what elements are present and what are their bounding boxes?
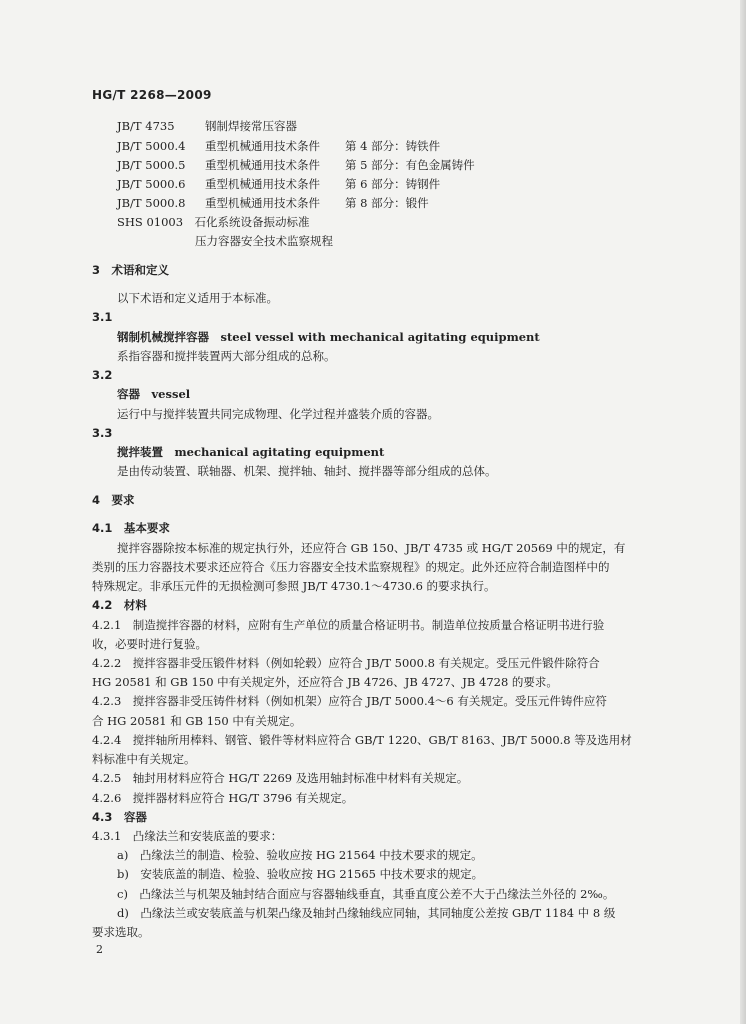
list-item: d) 凸缘法兰或安装底盖与机架凸缘及轴封凸缘轴线应同轴，其同轴度公差按 GB/T 1184 中 8 级	[117, 906, 616, 920]
term-title: 容器 vessel	[117, 387, 191, 401]
paragraph-line: 4.2.4 搅拌轴所用棒料、钢管、锻件等材料应符合 GB/T 1220、GB/T 8163、JB/T 5000.8 等及选用材	[92, 733, 632, 747]
term-definition: 运行中与搅拌装置共同完成物理、化学过程并盛装介质的容器。	[117, 407, 439, 421]
paragraph-line: 4.3.1 凸缘法兰和安装底盖的要求：	[92, 829, 283, 843]
subsection-heading: 4.1 基本要求	[92, 521, 170, 535]
paragraph-line: 4.2.6 搅拌器材料应符合 HG/T 3796 有关规定。	[92, 791, 354, 805]
term-number: 3.2	[92, 368, 113, 382]
term-definition: 是由传动装置、联轴器、机架、搅拌轴、轴封、搅拌器等部分组成的总体。	[117, 464, 497, 478]
subsection-heading: 4.2 材料	[92, 598, 147, 612]
term-definition: 系指容器和搅拌装置两大部分组成的总称。	[117, 349, 336, 363]
paragraph-line: 4.2.5 轴封用材料应符合 HG/T 2269 及选用轴封标准中材料有关规定。	[92, 771, 469, 785]
reference-item: 压力容器安全技术监察规程	[195, 234, 333, 248]
list-item: b) 安装底盖的制造、检验、验收应按 HG 21565 中技术要求的规定。	[117, 867, 484, 881]
list-item: c) 凸缘法兰与机架及轴封结合面应与容器轴线垂直，其垂直度公差不大于凸缘法兰外径的 2‰。	[117, 887, 615, 901]
page-number: 2	[96, 943, 103, 956]
paragraph-line: 类别的压力容器技术要求还应符合《压力容器安全技术监察规程》的规定。此外还应符合制造图样中的	[92, 560, 610, 574]
paragraph-line: 4.2.1 制造搅拌容器的材料，应附有生产单位的质量合格证明书。制造单位按质量合格证明书进行验	[92, 618, 605, 632]
term-title: 钢制机械搅拌容器 steel vessel with mechanical agitating equipment	[117, 330, 540, 344]
term-number: 3.3	[92, 426, 113, 440]
paragraph-line: 合 HG 20581 和 GB 150 中有关规定。	[92, 714, 302, 728]
reference-item: SHS 01003 石化系统设备振动标准	[117, 215, 310, 229]
section-4-heading: 4 要求	[92, 493, 135, 507]
paragraph-line: 4.2.2 搅拌容器非受压锻件材料（例如轮毂）应符合 JB/T 5000.8 有关规定。受压元件锻件除符合	[92, 656, 600, 670]
term-number: 3.1	[92, 310, 113, 324]
paragraph-line: 收，必要时进行复验。	[92, 637, 207, 651]
paragraph-line: 料标准中有关规定。	[92, 752, 196, 766]
list-item: a) 凸缘法兰的制造、检验、验收应按 HG 21564 中技术要求的规定。	[117, 848, 483, 862]
subsection-heading: 4.3 容器	[92, 810, 147, 824]
paragraph-line: HG 20581 和 GB 150 中有关规定外，还应符合 JB 4726、JB 4727、JB 4728 的要求。	[92, 675, 558, 689]
section-3-intro: 以下术语和定义适用于本标准。	[117, 291, 278, 305]
document-page: HG/T 2268—2009 JB/T 4735 钢制焊接常压容器 JB/T 5000.4 重型机械通用技术条件 第 4 部分：铸铁件 JB/T 5000.5 重型机械通用技术条件 第 5 部分：有色金属铸件 JB/T 5000.6 重型机械通用技术条件 第 6 部分：铸钢件 JB/T 5000.8 重型机械通用技术条件 第 8 部分：锻件 SHS 01003 石化系统设备振动标准 压力容器安全技术监察规程 3 术语和定义 以下术语和定义适用于本标准。 3.1 钢制机械搅拌容器 steel vessel with mechanical agitating equipment 系指容器和搅拌装置两大部分组成的总称。 3.2 容器 vessel 运行中与搅拌装置共同完成物理、化学过程并盛装介质的容器。 3.3 搅拌装置 mechanical agitating equipment 是由传动装置、联轴器、机架、搅拌轴、轴封、搅拌器等部分组成的总体。 4 要求 4.1 基本要求 搅拌容器除按本标准的规定执行外，还应符合 GB 150、JB/T 4735 或 HG/T 20569 中的规定，有 类别的压力容器技术要求还应符合《压力容器安全技术监察规程》的规定。此外还应符合制造图样中的 特殊规定。非承压元件的无损检测可参照 JB/T 4730.1～4730.6 的要求执行。 4.2 材料 4.2.1 制造搅拌容器的材料，应附有生产单位的质量合格证明书。制造单位按质量合格证明书进行验 收，必要时进行复验。 4.2.2 搅拌容器非受压锻件材料（例如轮毂）应符合 JB/T 5000.8 有关规定。受压元件锻件除符合 HG 20581 和 GB 150 中有关规定外，还应符合 JB 4726、JB 4727、JB 4728 的要求。 4.2.3 搅拌容器非受压铸件材料（例如机架）应符合 JB/T 5000.4～6 有关规定。受压元件铸件应符 合 HG 20581 和 GB 150 中有关规定。 4.2.4 搅拌轴所用棒料、钢管、锻件等材料应符合 GB/T 1220、GB/T 8163、JB/T 5000.8 等及选用材 料标准中有关规定。 4.2.5 轴封用材料应符合 HG/T 2269 及选用轴封标准中材料有关规定。 4.2.6 搅拌器材料应符合 HG/T 3796 有关规定。 4.3 容器 4.3.1 凸缘法兰和安装底盖的要求： a) 凸缘法兰的制造、检验、验收应按 HG 21564 中技术要求的规定。 b) 安装底盖的制造、检验、验收应按 HG 21565 中技术要求的规定。 c) 凸缘法兰与机架及轴封结合面应与容器轴线垂直，其垂直度公差不大于凸缘法兰外径的 2‰。 d) 凸缘法兰或安装底盖与机架凸缘及轴封凸缘轴线应同轴，其同轴度公差按 GB/T 1184 中 8 级 要求选取。 2	[0, 0, 746, 1024]
standard-header: HG/T 2268—2009	[92, 88, 212, 102]
paragraph-line: 搅拌容器除按本标准的规定执行外，还应符合 GB 150、JB/T 4735 或 HG/T 20569 中的规定，有	[117, 541, 626, 555]
paragraph-line: 4.2.3 搅拌容器非受压铸件材料（例如机架）应符合 JB/T 5000.4～6 有关规定。受压元件铸件应符	[92, 694, 607, 708]
section-3-heading: 3 术语和定义	[92, 263, 170, 277]
term-title: 搅拌装置 mechanical agitating equipment	[117, 445, 385, 459]
list-item-continuation: 要求选取。	[92, 925, 150, 939]
page-edge	[740, 0, 746, 1024]
paragraph-line: 特殊规定。非承压元件的无损检测可参照 JB/T 4730.1～4730.6 的要求执行。	[92, 579, 496, 593]
